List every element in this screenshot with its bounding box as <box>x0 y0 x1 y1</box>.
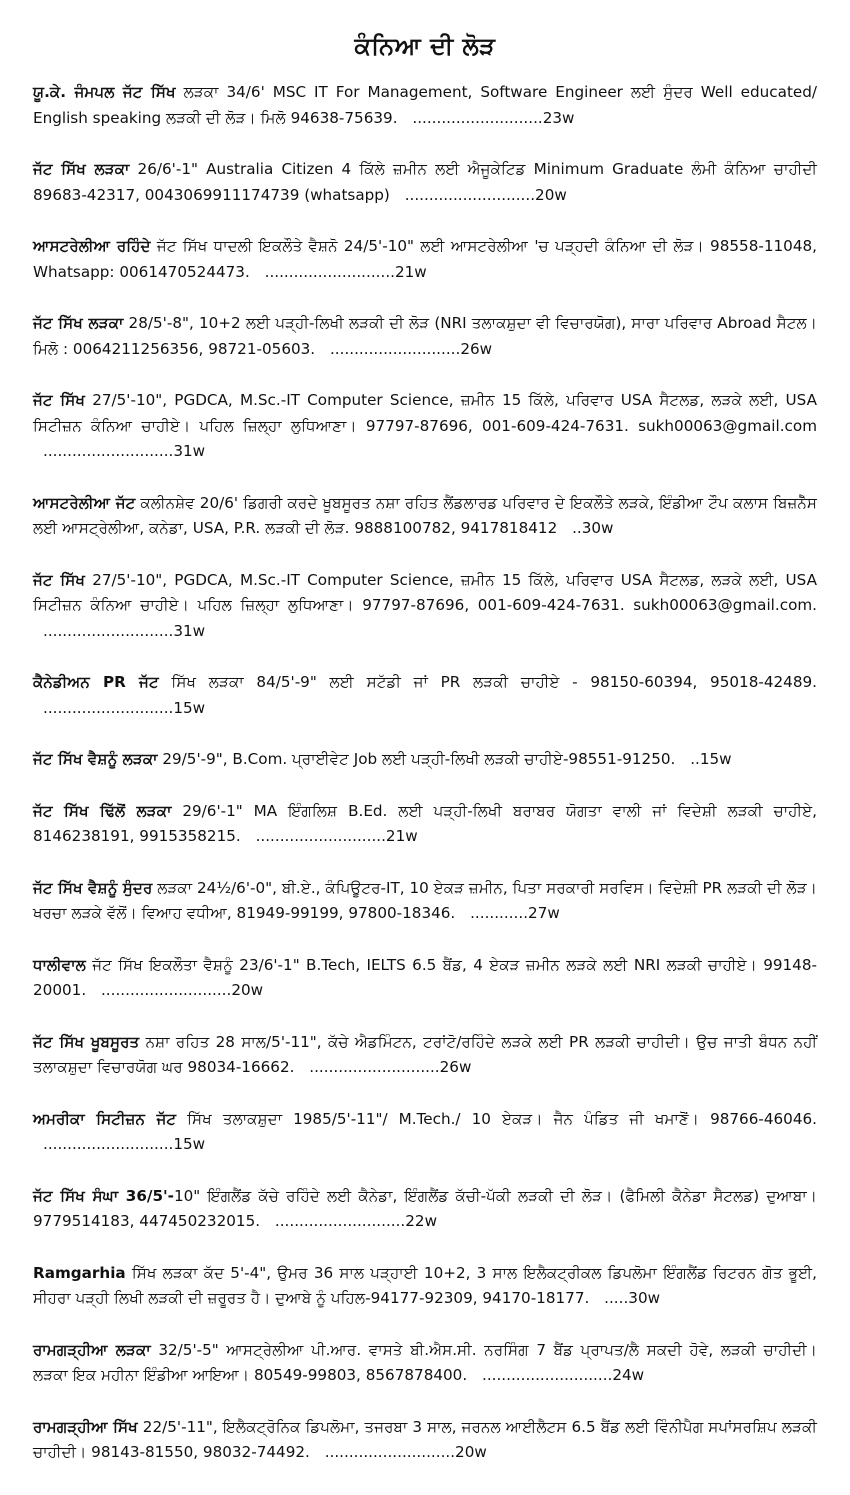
ad-body: 27/5'-10", PGDCA, M.Sc.-IT Computer Science, ਜ਼ਮੀਨ 15 ਕਿੱਲੇ, ਪਰਿਵਾਰ USA ਸੈਟਲਡ, ਲੜਕੇ ਲਈ, USA ਸਿਟੀਜ਼ਨ ਕੰਨਿਆ ਚਾਹੀਏ। ਪਹਿਲ ਜ਼ਿਲ੍ਹਾ ਲੁਧਿਆਣਾ। 97797-87696, 001-609-424-7631. sukh00063@gmail.com <box>33 391 817 435</box>
list-item <box>33 670 817 721</box>
ad-code: ..30w <box>572 519 614 537</box>
ad-body: ਜੱਟ ਸਿੱਖ ਇਕਲੌਤਾ ਵੈਸ਼ਨੂੰ 23/6'-1" B.Tech, IELTS 6.5 ਬੈਂਡ, 4 ਏਕੜ ਜ਼ਮੀਨ ਲੜਕੇ ਲਈ NRI ਲੜਕੀ ਚਾਹੀਏ। 99148-20001. <box>33 955 817 999</box>
ad-body: ਸਿੱਖ ਤਲਾਕਸ਼ੁਦਾ 1985/5'-11"/ M.Tech./ 10 ਏਕੜ। ਜੈਨ ਪੰਡਿਤ ਜੀ ਖਮਾਣੋਂ। 98766-46046. <box>176 1109 817 1128</box>
ad-body: ਕਲੀਨਸ਼ੇਵ 20/6' ਡਿਗਰੀ ਕਰਦੇ ਖੂਬਸੂਰਤ ਨਸ਼ਾ ਰਹਿਤ ਲੈਂਡਲਾਰਡ ਪਰਿਵਾਰ ਦੇ ਇਕਲੌਤੇ ਲੜਕੇ, ਇੰਡੀਆ ਟੌਪ ਕਲਾਸ ਬਿਜ਼ਨੈੱਸ ਲਈ ਆਸਟ੍ਰੇਲੀਆ, ਕਨੇਡਾ, USA, P.R. ਲੜਕੀ ਦੀ ਲੋੜ. 9888100782, 9417818412 <box>33 493 818 537</box>
ad-lead: ਧਾਲੀਵਾਲ <box>33 955 86 974</box>
ad-code: ...........................21w <box>264 262 427 281</box>
ad-code: ...........................20w <box>100 981 264 999</box>
ad-lead: ਆਸਟਰੇਲੀਆ ਰਹਿੰਦੇ <box>33 237 151 255</box>
ads-list <box>33 80 817 1466</box>
ad-lead: ਆਸਟਰੇਲੀਆ ਜੱਟ <box>33 493 136 512</box>
ad-lead: ਜੱਟ ਸਿੱਖ ਖੂਬਸੂਰਤ <box>33 1032 140 1051</box>
ad-body: ਲੜਕਾ 34/6' MSC IT For Management, Software Engineer ਲਈ ਸੁੰਦਰ Well educated/ English speaking ਲੜਕੀ ਦੀ ਲੋੜ। ਮਿਲੋ 94638-75639. <box>33 83 817 127</box>
ad-code: ...........................20w <box>324 1443 487 1461</box>
ad-body: 22/5'-11", ਇਲੈਕਟ੍ਰੋਨਿਕ ਡਿਪਲੋਮਾ, ਤਜਰਬਾ 3 ਸਾਲ, ਜਰਨਲ ਆਈਲੈਟਸ 6.5 ਬੈਂਡ ਲਈ ਵਿੰਨੀਪੈਗ ਸਪਾਂਸਰਸ਼ਿਪ ਲੜਕੀ ਚਾਹੀਦੀ। 98143-81550, 98032-74492. <box>33 1417 817 1461</box>
list-item <box>33 1338 817 1389</box>
ad-body: ਜੱਟ ਸਿੱਖ ਧਾਦਲੀ ਇਕਲੌਤੇ ਵੈਸ਼ਨੋ 24/5'-10" ਲਈ ਆਸਟਰੇਲੀਆ 'ਚ ਪੜ੍ਹਦੀ ਕੰਨਿਆ ਦੀ ਲੋੜ। 98558-11048, Whatsapp: 0061470524473. <box>33 237 817 281</box>
list-item <box>33 157 817 208</box>
ad-code: ...........................15w <box>43 698 206 717</box>
list-item <box>33 1184 817 1235</box>
ad-lead: ਜੱਟ ਸਿੱਖ ਢਿੱਲੋਂ ਲੜਕਾ <box>33 801 172 820</box>
ad-body: ਨਸ਼ਾ ਰਹਿਤ 28 ਸਾਲ/5'-11", ਕੱਚੇ ਐਡਮਿੰਟਨ, ਟਰਾਂਟੋ/ਰਹਿੰਦੇ ਲੜਕੇ ਲਈ PR ਲੜਕੀ ਚਾਹੀਦੀ। ਉਚ ਜਾਤੀ ਬੰਧਨ ਨਹੀਂ ਤਲਾਕਸ਼ੁਦਾ ਵਿਚਾਰਯੋਗ ਘਰ 98034-16662. <box>33 1032 818 1076</box>
list-item <box>33 568 817 645</box>
list-item <box>33 747 817 773</box>
ad-lead: ਜੱਟ ਸਿੱਖ <box>33 570 85 589</box>
list-item <box>33 953 817 1004</box>
list-item <box>33 234 817 285</box>
ad-body: ਸਿੱਖ ਲੜਕਾ 84/5'-9" ਲਈ ਸਟੱਡੀ ਜਾਂ PR ਲੜਕੀ ਚਾਹੀਏ - 98150-60394, 95018-42489. <box>158 673 817 691</box>
ad-code: ...........................31w <box>43 442 206 460</box>
list-item <box>33 1261 817 1312</box>
page-title: ਕੰਨਿਆ ਦੀ ਲੋੜ <box>354 32 496 60</box>
ad-lead: ਜੱਟ ਸਿੱਖ ਲੜਕਾ <box>33 160 130 178</box>
ad-code: ..15w <box>690 750 732 768</box>
ad-code: ...........................15w <box>43 1135 206 1153</box>
list-item <box>33 1107 817 1158</box>
list-item <box>33 876 817 927</box>
list-item <box>33 1030 817 1081</box>
ad-lead: Ramgarhia <box>33 1263 126 1282</box>
ad-code: ...........................26w <box>329 339 493 358</box>
ad-body: 26/6'-1" Australia Citizen 4 ਕਿੱਲੇ ਜ਼ਮੀਨ ਲਈ ਐਜੂਕੇਟਿਡ Minimum Graduate ਲੰਮੀ ਕੰਨਿਆ ਚਾਹੀਦੀ 89683-42317, 0043069911174739 (whatsapp) <box>33 160 817 204</box>
ad-lead: ਜੱਟ ਸਿੱਖ ਸੰਘਾ 36/5'- <box>33 1186 174 1205</box>
ad-code: ...........................23w <box>412 108 575 127</box>
ad-lead: ਅਮਰੀਕਾ ਸਿਟੀਜ਼ਨ ਜੱਟ <box>33 1109 177 1128</box>
ad-body: ਸਿੱਖ ਲੜਕਾ ਕੱਦ 5'-4", ਉਮਰ 36 ਸਾਲ ਪੜ੍ਹਾਈ 10+2, 3 ਸਾਲ ਇਲੈਕਟ੍ਰੀਕਲ ਡਿਪਲੋਮਾ ਇੰਗਲੈਂਡ ਰਿਟਰਨ ਗੋਤ ਭੂਈ, ਸੀਹਰਾ ਪੜ੍ਹੀ ਲਿਖੀ ਲੜਕੀ ਦੀ ਜ਼ਰੂਰਤ ਹੈ। ਦੁਆਬੇ ਨੂੰ ਪਹਿਲ-94177-92309, 94170-18177. <box>33 1263 817 1307</box>
list-item <box>33 311 817 362</box>
ad-body: 32/5'-5" ਆਸਟ੍ਰੇਲੀਆ ਪੀ.ਆਰ. ਵਾਸਤੇ ਬੀ.ਐਸ.ਸੀ. ਨਰਸਿੰਗ 7 ਬੈਂਡ ਪ੍ਰਾਪਤ/ਲੈ ਸਕਦੀ ਹੋਵੇ, ਲੜਕੀ ਚਾਹੀਦੀ। ਲੜਕਾ ਇਕ ਮਹੀਨਾ ਇੰਡੀਆ ਆਇਆ। 80549-99803, 8567878400. <box>33 1340 817 1384</box>
ad-body: ਲੜਕਾ 24½/6'-0", ਬੀ.ਏ., ਕੰਪਿਊਟਰ-IT, 10 ਏਕੜ ਜ਼ਮੀਨ, ਪਿਤਾ ਸਰਕਾਰੀ ਸਰਵਿਸ। ਵਿਦੇਸ਼ੀ PR ਲੜਕੀ ਦੀ ਲੋੜ। ਖਰਚਾ ਲੜਕੇ ਵੱਲੋਂ। ਵਿਆਹ ਵਧੀਆ, 81949-99199, 97800-18346. <box>33 878 817 922</box>
ad-lead: ਰਾਮਗੜ੍ਹੀਆ ਲੜਕਾ <box>33 1340 151 1359</box>
ad-body: 27/5'-10", PGDCA, M.Sc.-IT Computer Science, ਜ਼ਮੀਨ 15 ਕਿੱਲੇ, ਪਰਿਵਾਰ USA ਸੈਟਲਡ, ਲੜਕੇ ਲਈ, USA ਸਿਟੀਜ਼ਨ ਕੰਨਿਆ ਚਾਹੀਏ। ਪਹਿਲ ਜ਼ਿਲ੍ਹਾ ਲੁਧਿਆਣਾ। 97797-87696, 001-609-424-7631. sukh00063@gmail.com. <box>33 570 817 614</box>
ad-lead: ਜੱਟ ਸਿੱਖ ਲੜਕਾ <box>33 314 124 332</box>
ad-code: ...........................22w <box>274 1212 438 1230</box>
ad-lead: ਜੱਟ ਸਿੱਖ ਵੈਸ਼ਨੂੰ ਲੜਕਾ <box>33 750 158 768</box>
ad-code: ...........................21w <box>255 827 418 845</box>
list-item <box>33 388 817 465</box>
ad-body: 29/5'-9", B.Com. ਪ੍ਰਾਈਵੇਟ Job ਲਈ ਪੜ੍ਹੀ-ਲਿਖੀ ਲੜਕੀ ਚਾਹੀਏ-98551-91250. <box>157 750 676 768</box>
ad-lead: ਕੈਨੇਡੀਅਨ PR ਜੱਟ <box>33 673 159 691</box>
ad-lead: ਰਾਮਗੜ੍ਹੀਆ ਸਿੱਖ <box>33 1417 138 1436</box>
list-item <box>33 491 817 542</box>
ad-code: ...........................26w <box>309 1058 472 1076</box>
ad-body: 10" ਇੰਗਲੈਂਡ ਕੱਚੇ ਰਹਿੰਦੇ ਲਈ ਕੈਨੇਡਾ, ਇੰਗਲੈਂਡ ਕੱਚੀ-ਪੱਕੀ ਲੜਕੀ ਦੀ ਲੋੜ। (ਫੈਮਿਲੀ ਕੈਨੇਡਾ ਸੈਟਲਡ) ਦੁਆਬਾ। 9779514183, 447450232015. <box>33 1186 817 1230</box>
list-item <box>33 799 817 850</box>
list-item <box>33 1415 817 1466</box>
ad-lead: ਜੱਟ ਸਿੱਖ ਵੈਸ਼ਨੂੰ ਸੁੰਦਰ <box>33 878 153 897</box>
ad-lead: ਯੂ.ਕੇ. ਜੰਮਪਲ ਜੱਟ ਸਿੱਖ <box>33 83 176 101</box>
ad-code: ...........................20w <box>404 185 567 204</box>
ad-lead: ਜੱਟ ਸਿੱਖ <box>33 391 85 409</box>
ad-code: ...........................31w <box>43 621 206 640</box>
ad-body: 29/6'-1" MA ਇੰਗਲਿਸ਼ B.Ed. ਲਈ ਪੜ੍ਹੀ-ਲਿਖੀ ਬਰਾਬਰ ਯੋਗਤਾ ਵਾਲੀ ਜਾਂ ਵਿਦੇਸ਼ੀ ਲੜਕੀ ਚਾਹੀਏ, 8146238191, 9915358215. <box>33 801 818 845</box>
ad-code: ............27w <box>470 904 560 922</box>
ad-body: 28/5'-8", 10+2 ਲਈ ਪੜ੍ਹੀ-ਲਿਖੀ ਲੜਕੀ ਦੀ ਲੋੜ (NRI ਤਲਾਕਸ਼ੁਦਾ ਵੀ ਵਿਚਾਰਯੋਗ), ਸਾਰਾ ਪਰਿਵਾਰ Abroad ਸੈਟਲ। ਮਿਲੋ : 0064211256356, 98721-05603. <box>33 314 817 358</box>
ad-code: ...........................24w <box>482 1366 645 1384</box>
ad-code: .....30w <box>604 1289 661 1307</box>
list-item <box>33 80 817 131</box>
